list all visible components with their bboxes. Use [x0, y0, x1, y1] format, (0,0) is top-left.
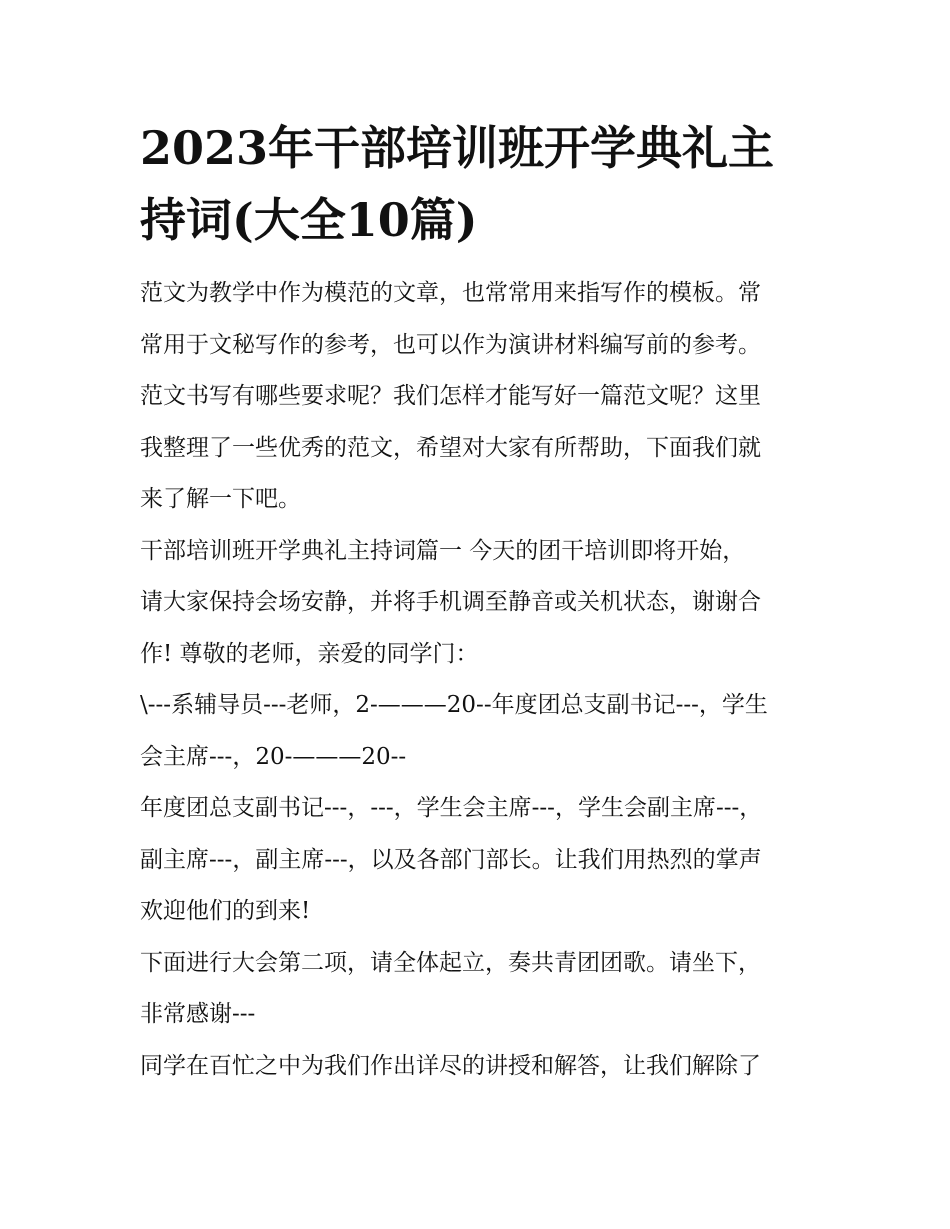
text-line: 会主席---，20-———20--: [140, 743, 407, 770]
title-line: 持词(大全10篇): [140, 193, 478, 247]
text-line: 请大家保持会场安静，并将手机调至静音或关机状态，谢谢合: [140, 589, 761, 615]
text-line: 年度团总支副书记---，---，学生会主席---，学生会副主席---，: [140, 795, 763, 821]
text-line: \---系辅导员---老师，2-———20--年度团总支副书记---，学生: [140, 692, 768, 718]
text-line: 范文书写有哪些要求呢？我们怎样才能写好一篇范文呢？这里: [140, 383, 761, 409]
document-page: [140, 112, 820, 1092]
text-line: 非常感谢---: [140, 1001, 256, 1027]
text-line: 作! 尊敬的老师，亲爱的同学门：: [140, 640, 479, 667]
text-line: 下面进行大会第二项，请全体起立，奏共青团团歌。请坐下，: [140, 949, 761, 976]
paragraph-guests: [140, 680, 820, 783]
text-line: 来了解一下吧。: [140, 486, 301, 512]
paragraph-thanks: [140, 1041, 820, 1093]
paragraph-guests-continued: [140, 783, 820, 938]
title-line: 2023年干部培训班开学典礼主: [140, 121, 775, 175]
text-line: 同学在百忙之中为我们作出详尽的讲授和解答，让我们解除了: [140, 1052, 761, 1079]
paragraph-intro: [140, 268, 820, 526]
paragraph-anthem: [140, 938, 820, 1041]
text-line: 欢迎他们的到来!: [140, 898, 311, 924]
text-line: 副主席---，副主席---，以及各部门部长。让我们用热烈的掌声: [140, 846, 762, 873]
text-line: 我整理了一些优秀的范文，希望对大家有所帮助，下面我们就: [140, 434, 761, 461]
text-line: 常用于文秘写作的参考，也可以作为演讲材料编写前的参考。: [140, 331, 761, 358]
document-title: [140, 112, 820, 256]
paragraph-opening: [140, 526, 820, 681]
text-line: 干部培训班开学典礼主持词篇一 今天的团干培训即将开始，: [140, 537, 746, 564]
text-line: 范文为教学中作为模范的文章，也常常用来指写作的模板。常: [140, 280, 761, 306]
